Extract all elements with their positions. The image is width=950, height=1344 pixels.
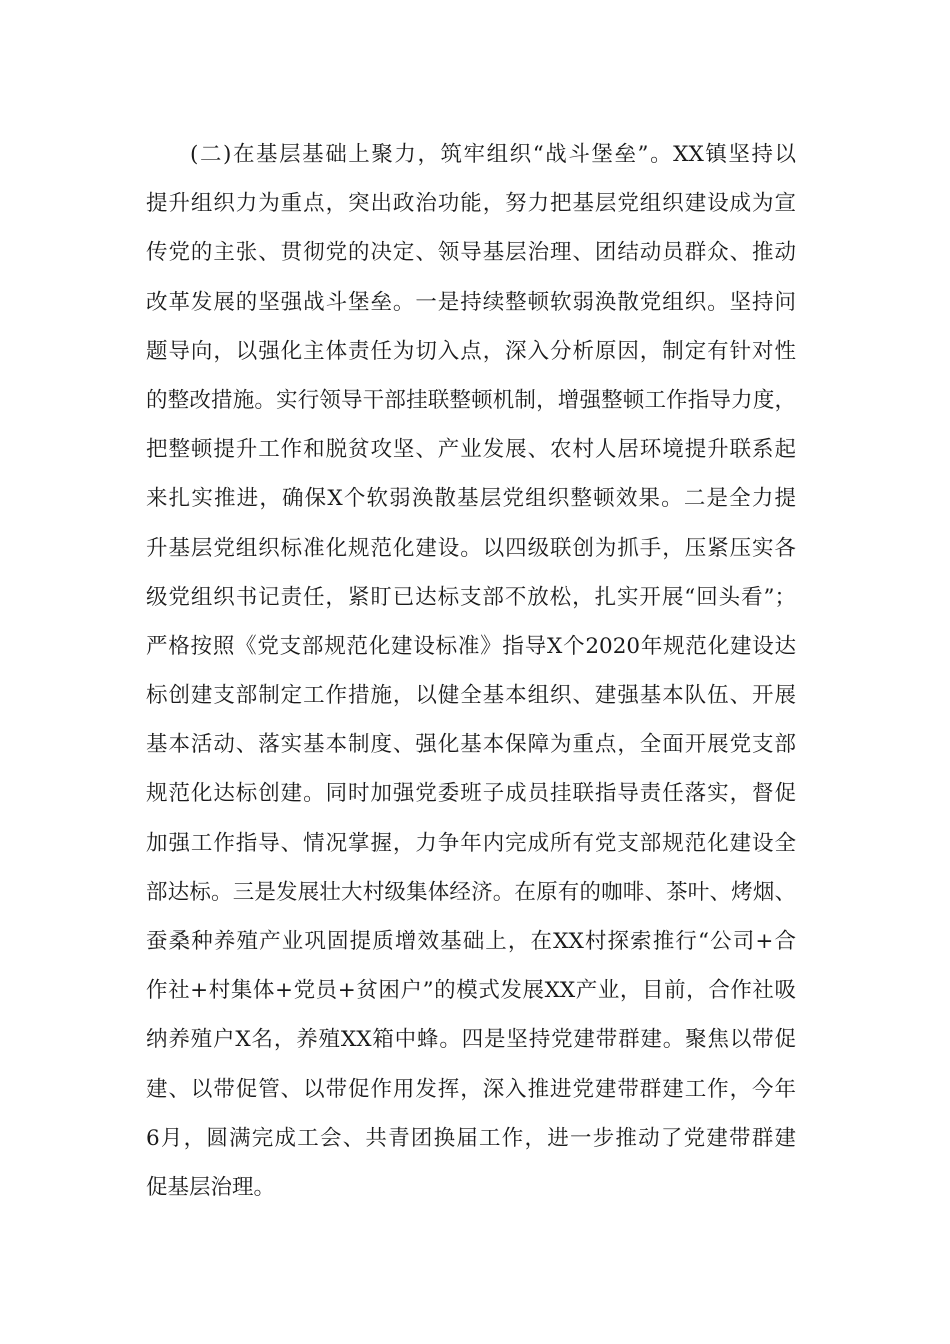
text-line: 改革发展的坚强战斗堡垒。一是持续整顿软弱涣散党组织。坚持问 bbox=[146, 289, 796, 315]
text-line: 严格按照《党支部规范化建设标准》指导X个2020年规范化建设达 bbox=[146, 633, 796, 659]
text-line: 蚕桑种养殖产业巩固提质增效基础上，在XX村探索推行“公司+合 bbox=[146, 929, 796, 954]
text-line: 加强工作指导、情况掌握，力争年内完成所有党支部规范化建设全 bbox=[146, 830, 796, 856]
text-line: 传党的主张、贯彻党的决定、领导基层治理、团结动员群众、推动 bbox=[146, 240, 796, 266]
text-line: 级党组织书记责任，紧盯已达标支部不放松，扎实开展“回头看”； bbox=[146, 584, 796, 610]
text-line: 提升组织力为重点，突出政治功能，努力把基层党组织建设成为宣 bbox=[146, 191, 796, 217]
body-paragraph bbox=[146, 130, 796, 1212]
text-line: 标创建支部制定工作措施，以健全基本组织、建强基本队伍、开展 bbox=[146, 683, 796, 709]
text-line: 建、以带促管、以带促作用发挥，深入推进党建带群建工作，今年 bbox=[146, 1076, 796, 1102]
text-line: 的整改措施。实行领导干部挂联整顿机制，增强整顿工作指导力度， bbox=[146, 387, 796, 413]
text-line: 题导向，以强化主体责任为切入点，深入分析原因，制定有针对性 bbox=[146, 338, 796, 364]
text-line: 升基层党组织标准化规范化建设。以四级联创为抓手，压紧压实各 bbox=[146, 535, 796, 561]
text-line: 作社+村集体+党员+贫困户”的模式发展XX产业，目前，合作社吸 bbox=[146, 978, 796, 1004]
text-line: 规范化达标创建。同时加强党委班子成员挂联指导责任落实，督促 bbox=[146, 781, 796, 807]
text-line: 6月，圆满完成工会、共青团换届工作，进一步推动了党建带群建 bbox=[146, 1125, 796, 1151]
text-line: 部达标。三是发展壮大村级集体经济。在原有的咖啡、茶叶、烤烟、 bbox=[146, 879, 796, 905]
text-line: 基本活动、落实基本制度、强化基本保障为重点，全面开展党支部 bbox=[146, 732, 796, 758]
text-line: 把整顿提升工作和脱贫攻坚、产业发展、农村人居环境提升联系起 bbox=[146, 437, 796, 463]
text-line: (二)在基层基础上聚力，筑牢组织“战斗堡垒”。XX镇坚持以 bbox=[190, 142, 796, 167]
text-line: 纳养殖户X名，养殖XX箱中蜂。四是坚持党建带群建。聚焦以带促 bbox=[146, 1027, 796, 1053]
text-line: 促基层治理。 bbox=[146, 1174, 276, 1200]
text-line: 来扎实推进，确保X个软弱涣散基层党组织整顿效果。二是全力提 bbox=[146, 486, 796, 512]
